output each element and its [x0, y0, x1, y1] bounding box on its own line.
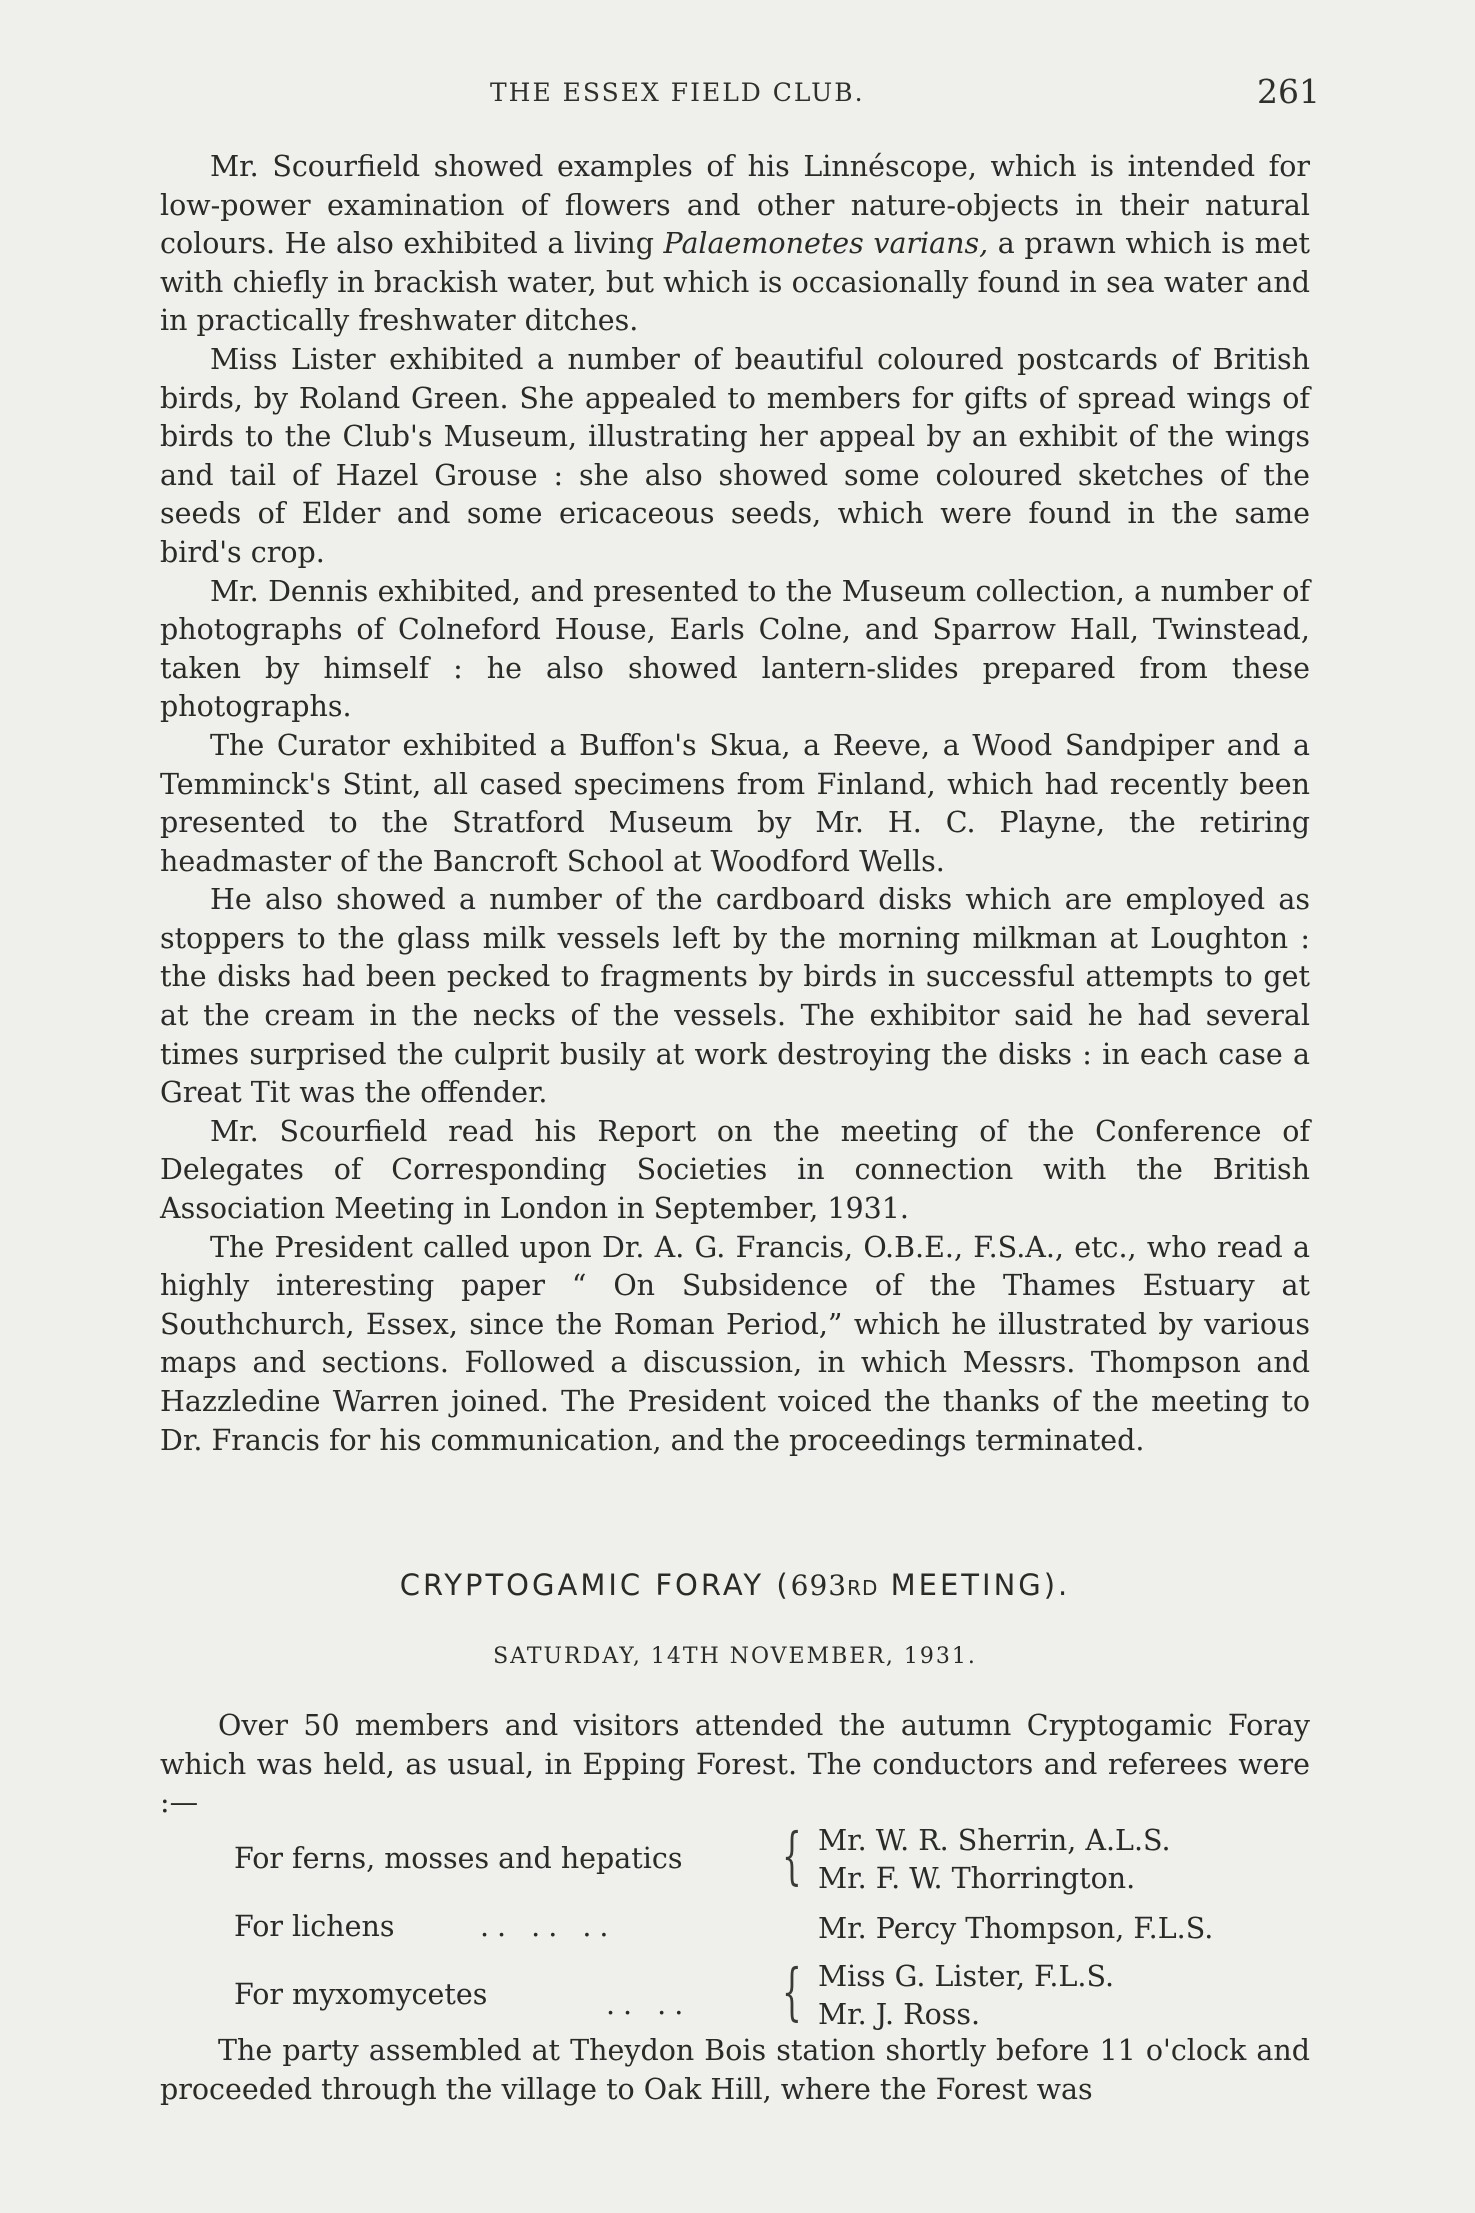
paragraph-dennis-photographs: Mr. Dennis exhibited, and presented to the Museum collection, a number of photographs of Colneford House, Earls Colne, and Sparrow Hall, Twinstead, taken by himself : he also showed lantern-slides prepared from these photographs. — [160, 574, 1310, 724]
section-heading — [160, 1568, 1310, 1602]
paragraph-curator-specimens: The Curator exhibited a Buffon's Skua, a Reeve, a Wood Sandpiper and a Temminck's Stint, all cased specimens from Finland, which had recently been presented to the Stratford Museum by Mr. H. C. Playne, the retiring headmaster of the Bancroft School at Woodford Wells. — [160, 728, 1310, 878]
species-name: Palaemonetes varians, — [663, 227, 989, 261]
referee-name: Miss G. Lister, F.L.S. — [818, 1960, 1115, 1993]
section-date: SATURDAY, 14TH NOVEMBER, 1931. — [493, 1644, 977, 1669]
leader-dots: .. .. — [606, 1988, 692, 2021]
paragraph-lister-postcards: Miss Lister exhibited a number of beautiful coloured postcards of British birds, by Roland Green. She appealed to members for gifts of spread wings of birds to the Club's Museum, illustrating her appeal by an exhibit of the wings and tail of Hazel Grouse : she also showed some coloured sketches of the seeds of Elder and some ericaceous seeds, which were found in the same bird's crop. — [160, 342, 1310, 569]
body-text — [160, 148, 1310, 1460]
meeting-number-suffix: RD — [847, 1576, 879, 1600]
referees-list — [234, 1819, 1314, 2036]
heading-text: CRYPTOGAMIC FORAY ( — [399, 1568, 791, 1602]
referee-row — [234, 1900, 1314, 1958]
paragraph-scourfield-linnescope — [160, 148, 1310, 341]
referee-row — [234, 1955, 1314, 2036]
paragraph-party-assembled: The party assembled at Theydon Bois station shortly before 11 o'clock and proceeded through the village to Oak Hill, where the Forest was — [160, 2034, 1310, 2106]
paragraph-francis-paper: The President called upon Dr. A. G. Francis, O.B.E., F.S.A., etc., who read a highly interesting paper “ On Subsidence of the Thames Estuary at Southchurch, Essex, since the Roman Period,” which he illustrated by various maps and sections. Followed a discussion, in which Messrs. Thompson and Hazzledine Warren joined. The President voiced the thanks of the meeting to Dr. Francis for his communication, and the proceedings terminated. — [160, 1230, 1310, 1457]
leader-dots: .. .. .. — [480, 1910, 617, 1943]
brace-icon: { — [782, 1819, 802, 1892]
running-header — [160, 72, 1320, 122]
referee-names — [818, 1958, 1114, 2034]
referee-names — [818, 1910, 1213, 1948]
closing-text — [160, 2032, 1310, 2109]
referee-row — [234, 1819, 1314, 1900]
brace-icon: { — [782, 1955, 802, 2028]
referee-name: Mr. J. Ross. — [818, 1998, 981, 2031]
referee-name: Mr. Percy Thompson, F.L.S. — [818, 1912, 1214, 1945]
referee-subject: For myxomycetes — [234, 1978, 488, 2011]
paragraph-foray-intro: Over 50 members and visitors attended the autumn Cryptogamic Foray which was held, as usual, in Epping Forest. The conductors and referees were :— — [160, 1709, 1310, 1820]
referee-names — [818, 1822, 1171, 1898]
running-title: THE ESSEX FIELD CLUB. — [490, 78, 865, 107]
page-number: 261 — [1257, 72, 1320, 111]
referee-subject: For lichens — [234, 1910, 395, 1943]
paragraph-text: Mr. Scourfield showed examples of his Linnéscope, which is intended for low-power examination of flowers and other nature-objects in their natural colours. He also exhibited a living — [160, 150, 1310, 261]
heading-text: MEETING). — [878, 1568, 1071, 1602]
section-intro — [160, 1707, 1310, 1823]
referee-name: Mr. F. W. Thorrington. — [818, 1862, 1136, 1895]
referee-subject: For ferns, mosses and hepatics — [234, 1842, 683, 1875]
paragraph-milk-disks: He also showed a number of the cardboard disks which are employed as stoppers to the glass milk vessels left by the morning milkman at Loughton : the disks had been pecked to fragments by birds in successful attempts to get at the cream in the necks of the vessels. The exhibitor said he had several times surprised the culprit busily at work destroying the disks : in each case a Great Tit was the offender. — [160, 883, 1310, 1110]
paragraph-text: a prawn which is met with chiefly in brackish water, but which is occasionally found in sea water and in practically freshwater ditches. — [160, 227, 1310, 338]
meeting-number: 693 — [790, 1569, 848, 1602]
referee-name: Mr. W. R. Sherrin, A.L.S. — [818, 1824, 1171, 1857]
paragraph-scourfield-report: Mr. Scourfield read his Report on the meeting of the Conference of Delegates of Corresponding Societies in connection with the British Association Meeting in London in September, 1931. — [160, 1114, 1310, 1226]
